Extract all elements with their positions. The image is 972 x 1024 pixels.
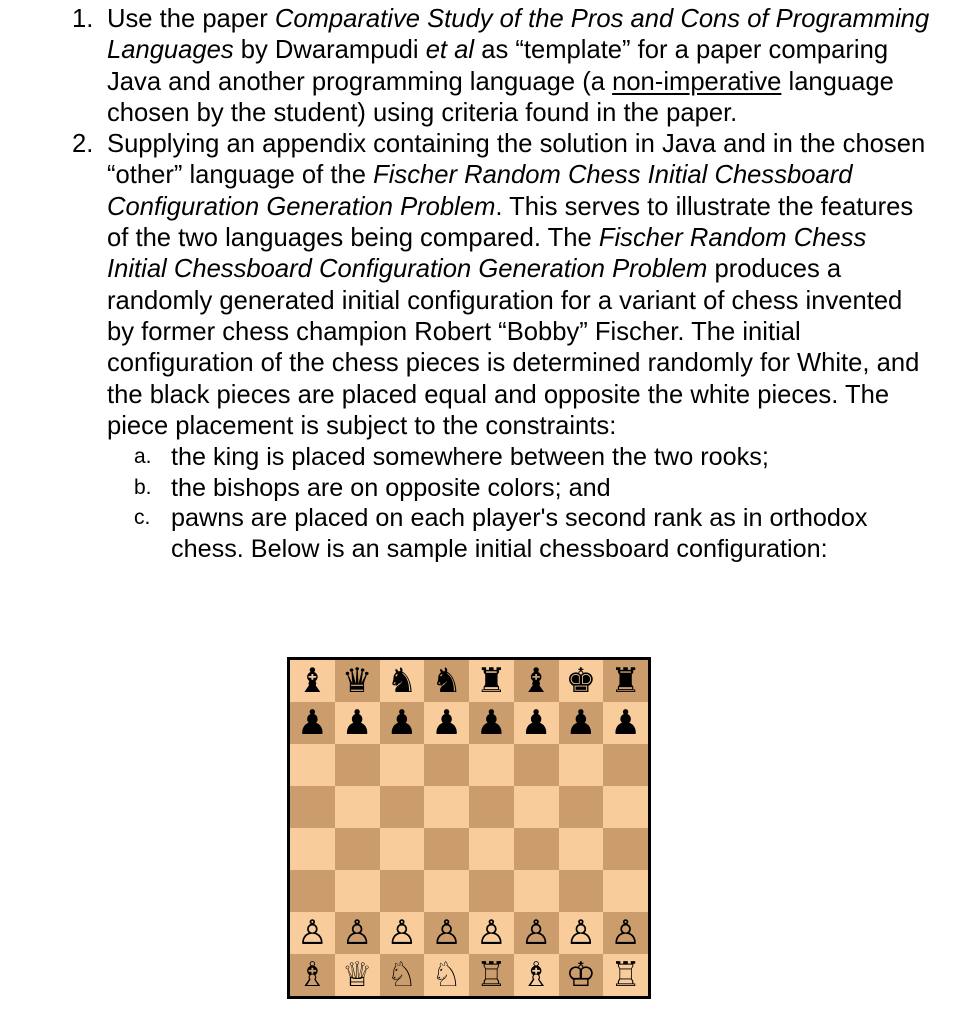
board-square xyxy=(424,702,469,744)
board-square xyxy=(424,786,469,828)
black-knight-icon: ♞ xyxy=(431,661,462,701)
white-pawn-icon: ♙ xyxy=(520,913,552,953)
board-square xyxy=(514,786,559,828)
white-pawn-icon: ♙ xyxy=(476,913,507,953)
board-square xyxy=(469,870,514,912)
list-number: 2. xyxy=(72,130,94,159)
board-square xyxy=(603,912,648,954)
chessboard xyxy=(287,657,651,999)
black-knight-icon: ♞ xyxy=(386,661,418,701)
black-bishop-icon: ♝ xyxy=(520,661,552,701)
item-1-text: Use the paper Comparative Study of the Pros and Cons of Programming Languages by Dwarampudi et al as “template” for a paper comparing Java and another programming language (a non-imperative language chosen by the student) using criteria found in the paper. xyxy=(107,5,930,127)
board-square xyxy=(603,828,648,870)
board-square xyxy=(424,828,469,870)
board-square xyxy=(514,912,559,954)
list-item-1 xyxy=(0,4,972,129)
board-square xyxy=(559,660,604,702)
board-square xyxy=(335,912,380,954)
board-square xyxy=(290,660,335,702)
board-square xyxy=(559,702,604,744)
board-square xyxy=(380,954,425,996)
board-square xyxy=(469,954,514,996)
board-square xyxy=(469,912,514,954)
board-square xyxy=(335,702,380,744)
board-square xyxy=(424,870,469,912)
white-pawn-icon: ♙ xyxy=(431,913,462,953)
board-square xyxy=(514,870,559,912)
board-square xyxy=(424,912,469,954)
problem-title: Fischer Random Chess Initial Chessboard Configuration Generation Problem xyxy=(107,161,853,221)
board-square xyxy=(514,702,559,744)
black-bishop-icon: ♝ xyxy=(297,661,328,701)
board-square xyxy=(335,870,380,912)
board-square xyxy=(380,786,425,828)
constraint-c xyxy=(107,503,932,564)
board-square xyxy=(469,786,514,828)
black-pawn-icon: ♟ xyxy=(520,703,552,743)
board-square xyxy=(335,660,380,702)
constraint-letter: c. xyxy=(134,506,151,530)
board-square xyxy=(514,660,559,702)
black-pawn-icon: ♟ xyxy=(610,703,641,743)
board-square xyxy=(514,828,559,870)
black-king-icon: ♚ xyxy=(565,661,597,701)
board-square xyxy=(514,954,559,996)
board-square xyxy=(559,828,604,870)
constraint-letter: a. xyxy=(134,445,152,469)
board-square xyxy=(424,744,469,786)
board-square xyxy=(335,954,380,996)
board-square xyxy=(424,954,469,996)
board-square xyxy=(380,870,425,912)
constraint-text: pawns are placed on each player's second rank as in orthodox chess. Below is an sample initial chessboard configuration: xyxy=(171,504,868,563)
board-square xyxy=(380,912,425,954)
board-square xyxy=(290,954,335,996)
board-square xyxy=(469,744,514,786)
black-rook-icon: ♜ xyxy=(610,661,641,701)
board-square xyxy=(290,744,335,786)
board-square xyxy=(559,744,604,786)
board-square xyxy=(335,744,380,786)
white-queen-icon: ♕ xyxy=(341,955,373,995)
board-square xyxy=(380,660,425,702)
black-pawn-icon: ♟ xyxy=(476,703,507,743)
board-square xyxy=(290,702,335,744)
board-square xyxy=(514,744,559,786)
board-square xyxy=(559,786,604,828)
paper-title: Comparative Study of the Pros and Cons of Programming Languages xyxy=(107,5,930,65)
white-pawn-icon: ♙ xyxy=(297,913,328,953)
black-rook-icon: ♜ xyxy=(476,661,507,701)
board-square xyxy=(603,660,648,702)
constraints-list xyxy=(107,442,932,564)
list-item-2 xyxy=(0,129,972,564)
black-pawn-icon: ♟ xyxy=(565,703,597,743)
board-square xyxy=(335,828,380,870)
board-square xyxy=(380,702,425,744)
board-square xyxy=(603,702,648,744)
board-square xyxy=(290,870,335,912)
white-pawn-icon: ♙ xyxy=(341,913,373,953)
board-square xyxy=(469,702,514,744)
board-square xyxy=(603,870,648,912)
black-queen-icon: ♛ xyxy=(341,661,373,701)
white-pawn-icon: ♙ xyxy=(386,913,418,953)
board-square xyxy=(290,912,335,954)
board-square xyxy=(335,786,380,828)
board-square xyxy=(559,954,604,996)
item-2-text: Supplying an appendix containing the solution in Java and in the chosen “other” language of the Fischer Random Chess Initial Chessboard Configuration Generation Problem. This serves to illustrate the features of the two languages being compared. The Fischer Random Chess Initial Chessboard Configuration Generation Problem produces a randomly generated initial configuration for a variant of chess invented by former chess champion Robert “Bobby” Fischer. The initial configuration of the chess pieces is determined randomly for White, and the black pieces are placed equal and opposite the white pieces. The piece placement is subject to the constraints: xyxy=(107,130,926,440)
white-bishop-icon: ♗ xyxy=(297,955,328,995)
board-square xyxy=(424,660,469,702)
board-square xyxy=(559,870,604,912)
white-pawn-icon: ♙ xyxy=(565,913,597,953)
white-knight-icon: ♘ xyxy=(386,955,418,995)
underlined-term: non-imperative xyxy=(612,67,782,96)
problem-title: Fischer Random Chess Initial Chessboard Configuration Generation Problem xyxy=(107,224,867,284)
board-square xyxy=(469,660,514,702)
black-pawn-icon: ♟ xyxy=(341,703,373,743)
constraint-text: the king is placed somewhere between the two rooks; xyxy=(171,443,769,472)
black-pawn-icon: ♟ xyxy=(431,703,462,743)
constraint-letter: b. xyxy=(134,475,152,499)
board-square xyxy=(290,828,335,870)
constraint-text: the bishops are on opposite colors; and xyxy=(171,473,611,502)
white-bishop-icon: ♗ xyxy=(520,955,552,995)
board-square xyxy=(290,786,335,828)
constraint-a xyxy=(107,442,932,473)
black-pawn-icon: ♟ xyxy=(386,703,418,743)
white-knight-icon: ♘ xyxy=(431,955,462,995)
document-body xyxy=(0,4,972,565)
constraint-b xyxy=(107,473,932,504)
board-square xyxy=(469,828,514,870)
board-square xyxy=(380,828,425,870)
black-pawn-icon: ♟ xyxy=(297,703,328,743)
board-square xyxy=(603,954,648,996)
white-rook-icon: ♖ xyxy=(610,955,641,995)
board-square xyxy=(380,744,425,786)
white-pawn-icon: ♙ xyxy=(610,913,641,953)
white-rook-icon: ♖ xyxy=(476,955,507,995)
board-square xyxy=(603,744,648,786)
board-square xyxy=(559,912,604,954)
list-number: 1. xyxy=(72,5,94,33)
requirements-list xyxy=(0,4,972,565)
white-king-icon: ♔ xyxy=(565,955,597,995)
board-square xyxy=(603,786,648,828)
